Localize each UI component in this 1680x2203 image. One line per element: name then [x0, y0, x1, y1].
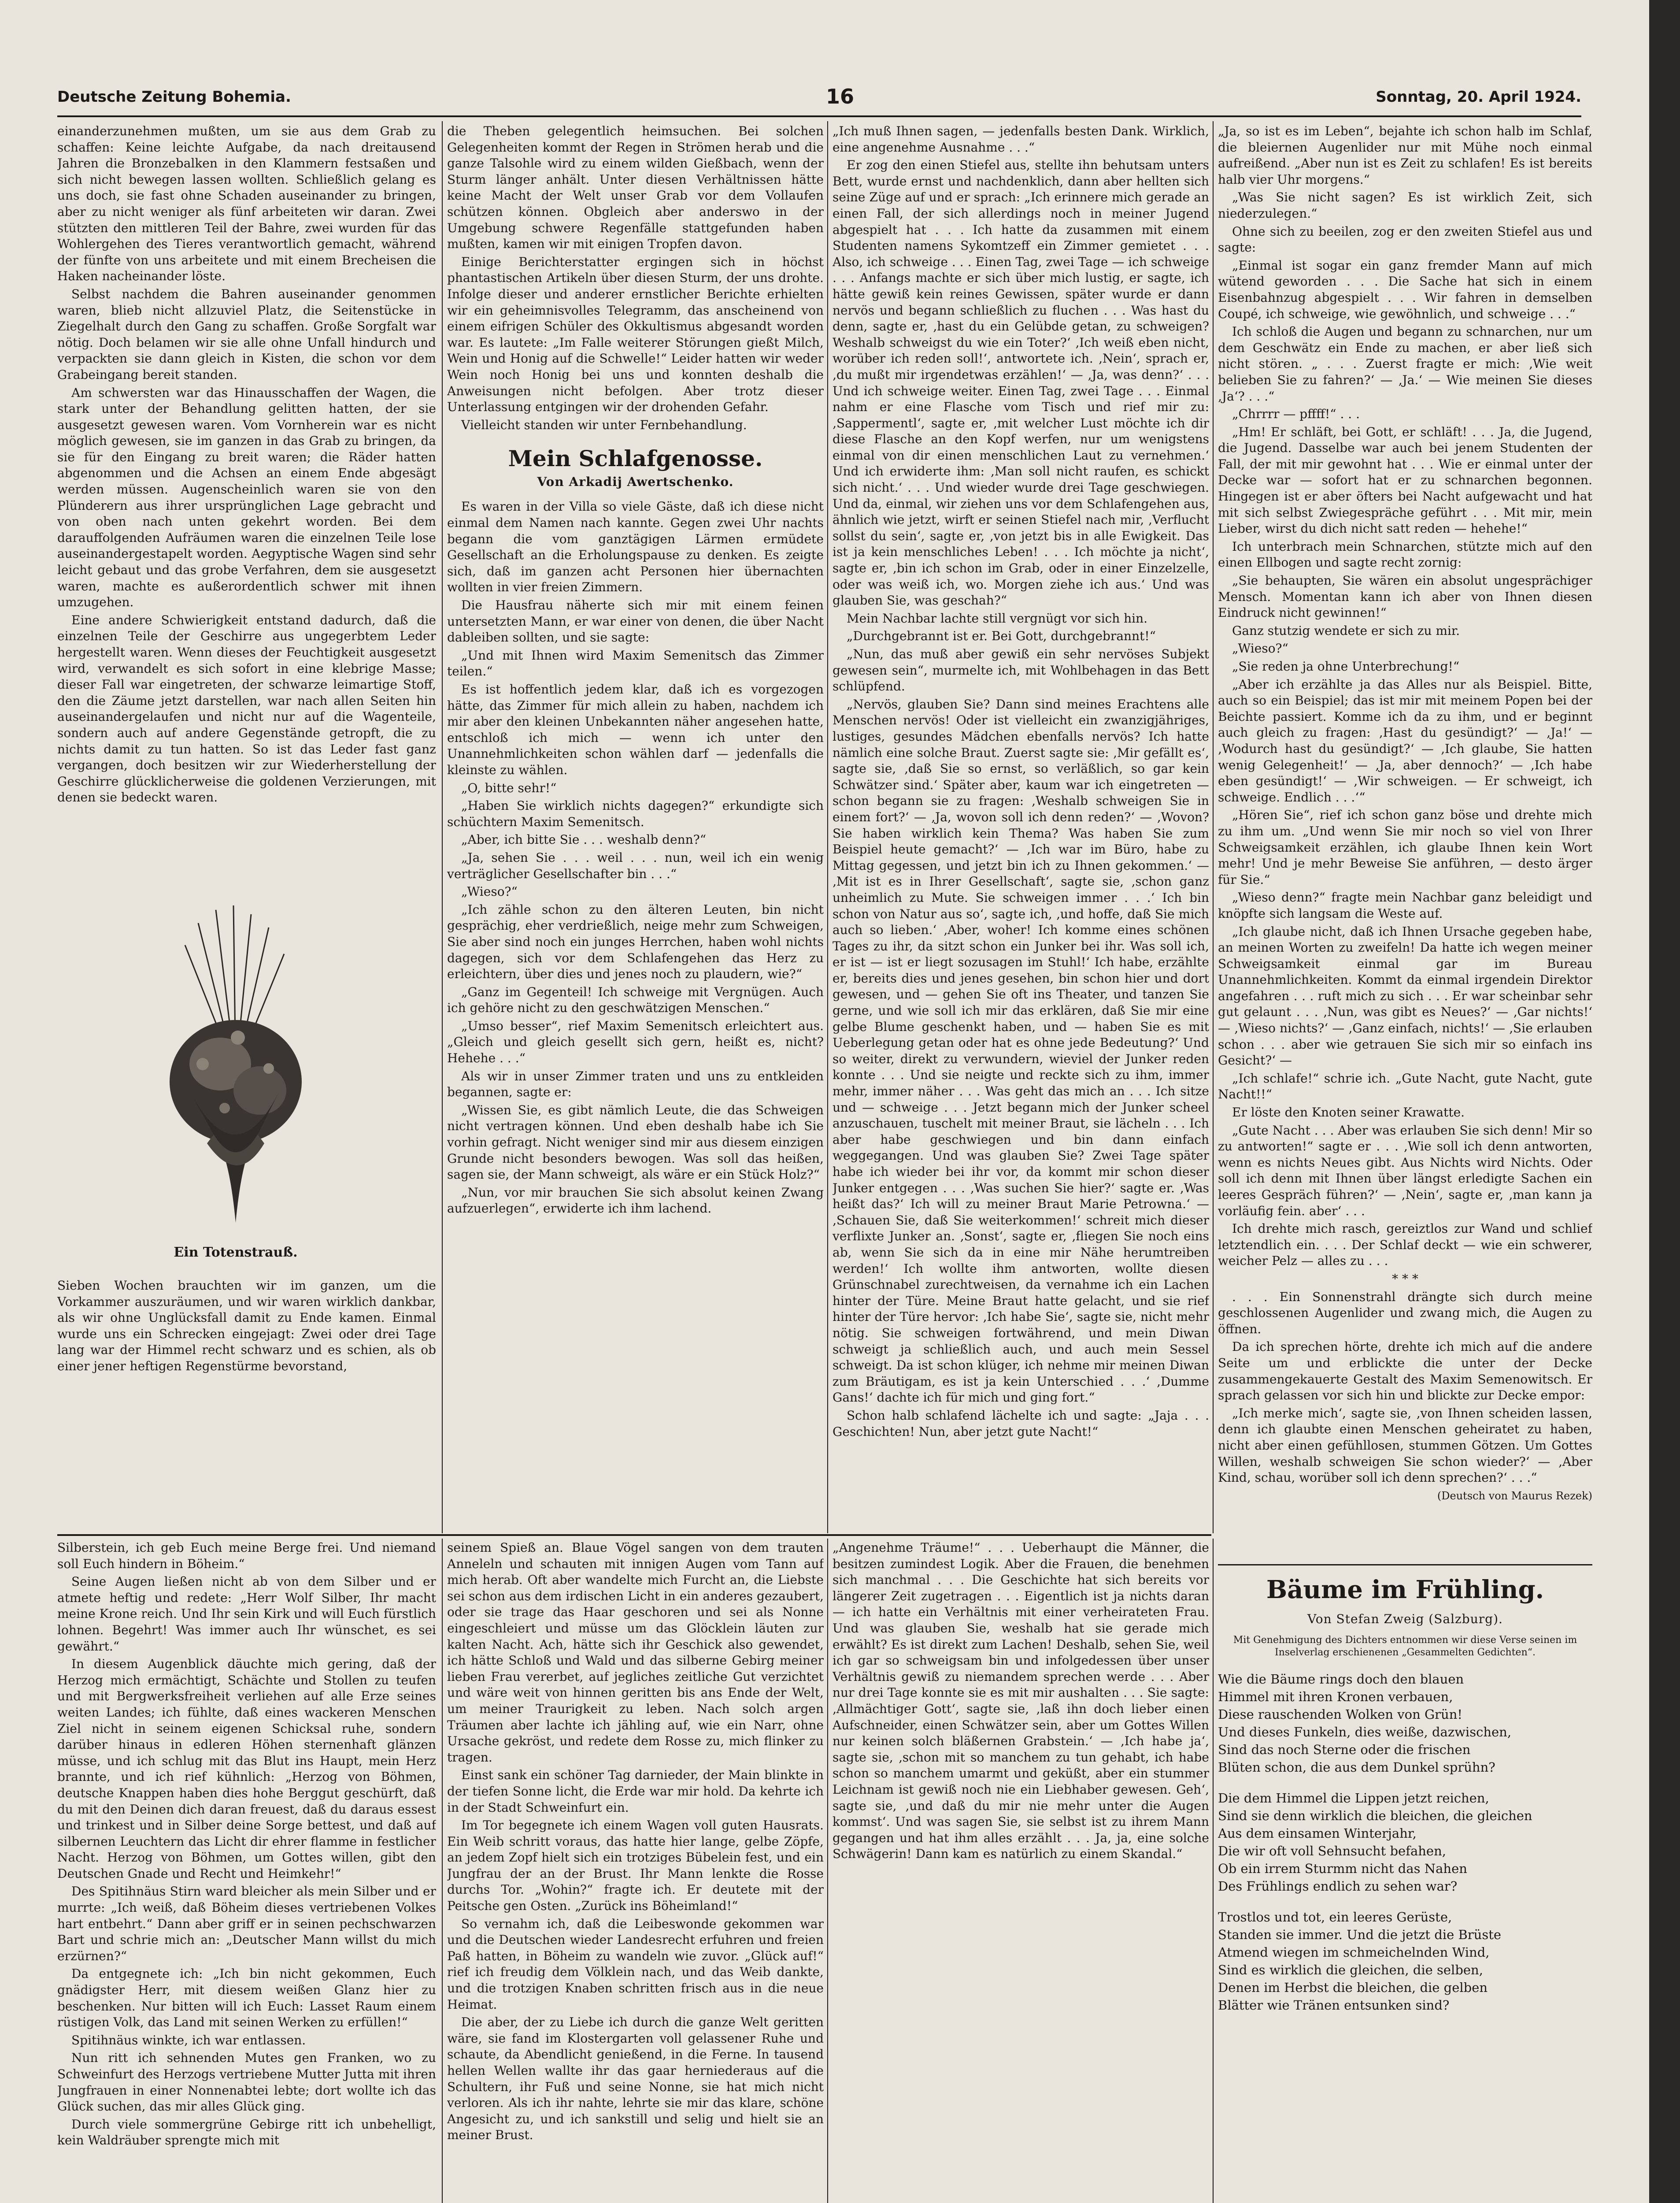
paragraph: Mein Nachbar lachte still vergnügt vor sich hin.: [847, 611, 1148, 626]
paragraph: In diesem Augenblick däuchte mich gering, daß der Herzog mich ermächtigt, Schächte und Stollen zu teufen und mit Bergwerksfreiheit verliehen auf alle Erze seines weiten Landes; ich fühlte, daß eines wackeren Menschen Ziel nicht in seinem eigenen Schicksal ruhe, sondern darüber hinaus in edleren Höhen sternenhaft glänzen müsse, und ich schlug mit das Blut ins Haupt, mein Herz brannte, und ich rief kühnlich: „Herzog von Böhmen, deutsche Knappen haben dies hohe Berggut geschürft, daß du mit den Deinen dich daran freuest, daß du daraus essest und trinkest und in Silber deine Sorge bettest, und daß auf silbernen Leuchtern das Licht dir ehrer flamme in festlicher Nacht. Herzog von Böhmen, um Gottes willen, gibt den Deutschen Gnade und Recht und Heimkehr!“: [57, 1657, 436, 1881]
paragraph: „Aber ich erzählte ja das Alles nur als Beispiel. Bitte, auch so ein Beispiel; das ist mir mit meinem Popen bei der Beichte passiert. Komme ich da zu ihm, und er beginnt auch gleich zu fragen: ‚Hast du gesündigt?‘ — ‚Ja!‘ — ‚Wodurch hast du gesündigt?‘ — ‚Ich glaube, Sie hatten wenig Gelegenheit!‘ — ‚Ja, aber dennoch?‘ — ‚Ich habe eben gesündigt!‘ — ‚Wir schweigen. — Er schweigt, ich schweige. Endlich . . .‘“: [1218, 677, 1592, 805]
column-rule: [827, 121, 828, 1533]
paragraph: „Ja, sehen Sie . . . weil . . . nun, weil ich ein wenig verträglicher Gesellschafter bin . . .“: [447, 850, 824, 881]
funeral-bouquet-illustration: [132, 905, 339, 1240]
header-rule: [57, 115, 1581, 117]
paragraph: „Wissen Sie, es gibt nämlich Leute, die das Schweigen nicht vertragen können. Und eben deshalb habe ich Sie vorhin gefragt. Nicht weniger sind mir aus diesem einzigen Grunde nicht besonders bewogen. Was soll das heißen, sagen sie, der Mann schweigt, als wäre er ein Stück Holz?“: [447, 1102, 824, 1182]
paragraph: Die aber, der zu Liebe ich durch die ganze Welt geritten wäre, sie fand im Klostergarten voll gelassener Ruhe und schaute, da Abendlicht genießend, in die Ferne. In tausend hellen Wellen wallte ihr das gaar herniederaus auf die Schultern, ihr Fuß und seine Nonne, sie hat mich nicht verloren. Als ich ihr nahte, lehrte sie mir das klare, schöne Angesicht zu, und ich sankstill und selig und hielt sie an meiner Brust.: [447, 2015, 824, 2143]
paragraph: „Nun, vor mir brauchen Sie sich absolut keinen Zwang aufzuerlegen“, erwiderte ich ihm lachend.: [447, 1185, 824, 1216]
paragraph: Er zog den einen Stiefel aus, stellte ihn behutsam unters Bett, wurde ernst und nachdenklich, dann aber hellten sich seine Züge auf und er sprach: „Ich erinnere mich gerade an einen Fall, der sich allerdings noch in meiner Jugend abgespielt hat . . . Ich hatte da zusammen mit einem Studenten namens Sykomtzeff ein Zimmer gemietet . . . Also, ich schweige . . . Einen Tag, zwei Tage — ich schweige . . . Anfangs machte er sich über mich lustig, er sagte, ich hätte gewiß kein reines Gewissen, später wurde er dann nervös und begann schließlich zu fluchen . . . Was hast du denn, sagte er, ‚hast du ein Gelübde getan, zu schweigen? Weshalb schweigst du wie ein Toter?‘ ‚Ich weiß eben nicht, worüber ich reden soll!‘, antwortete ich. ‚Nein‘, sprach er, ‚du mußt mir irgendetwas erzählen!‘ — ‚Ja, was denn?‘ . . . Und ich schweige weiter. Einen Tag, zwei Tage . . . Einmal nahm er eine Flasche vom Tisch und rief mir zu: ‚Sappermentl‘, sagte er, ‚mit welcher Lust möchte ich dir diese Flasche an den Kopf werfen, nur um wenigstens einmal von dir einen menschlichen Laut zu vernehmen.‘ Und ich erwiderte ihm: ‚Man soll nicht raufen, es schickt sich nicht.‘ . . . Und wieder wurde drei Tage geschwiegen. Und da, einmal, wir ziehen uns vor dem Schlafengehen aus, ähnlich wie jetzt, wirft er seinen Stiefel nach mir, ‚Verflucht sollst du sein‘, sagte er, ‚von jetzt bis in alle Ewigkeit. Das ist ja kein menschliches Leben! . . . Ich möchte ja nicht‘, sagte er, ‚bin ich schon im Grab, oder in einer Einzelzelle, oder was weiß ich, wo. Morgen ziehe ich aus.‘ Und was glauben Sie, was geschah?“: [833, 158, 1209, 608]
column-rule: [1213, 121, 1214, 1533]
column-rule: [1213, 1539, 1214, 2203]
column-2-bottom: [447, 1540, 824, 2203]
paragraph: seinem Spieß an. Blaue Vögel sangen von dem trauten Anneleln und schauten mit innigen Augen vom Tann auf mich herab. Oft aber wandelte mich Furcht an, die Liebste sei schon aus dem irdischen Licht in ein anderes gezaubert, oder sie trage das Haar geschoren und sei als Nonne eingeschleiert und müsse um das Glöcklein läuten zur kalten Nacht. Ach, hätte sich ihr Geschick also gewendet, ich hätte Schloß und Wald und das silberne Gebirg meiner lieben Frau vererbet, auf jegliches zeitliche Gut verzichtet und wäre weit von hinnen geritten bis ans Ende der Welt, um meiner Traurigkeit zu leben. Nach solch argen Träumen aber lachte ich jähling auf, wie ein Narr, ohne Ursache gekröst, und redete dem Rosse zu, mich flinker zu tragen.: [447, 1540, 824, 1765]
paragraph: „Sie reden ja ohne Unterbrechung!“: [1232, 659, 1460, 674]
issue-date: Sonntag, 20. April 1924.: [1376, 88, 1581, 106]
paragraph: Die Hausfrau näherte sich mir mit einem feinen untersetzten Mann, er war einer von denen, die über Nacht dableiben sollten, und sie sagte:: [447, 598, 824, 645]
paragraph: „Haben Sie wirklich nichts dagegen?“ erkundigte sich schüchtern Maxim Semenitsch.: [447, 798, 824, 829]
poem-body: [1218, 1670, 1592, 2014]
paragraph: „Ich merke mich‘, sagte sie, ‚von Ihnen scheiden lassen, denn ich glaubte einen Menschen geheiratet zu haben, nicht aber einen gefühllosen, stummen Götzen. Um Gottes Willen, weshalb schweigen Sie schon wieder?‘ — ‚Aber Kind, schau, worüber soll ich denn sprechen?‘ . . .“: [1218, 1406, 1592, 1485]
paragraph: Es ist hoffentlich jedem klar, daß ich es vorgezogen hätte, das Zimmer für mich allein zu haben, nachdem ich mir aber den kleinen Unbekannten näher angesehen hatte, entschloß ich mich — wenn ich unter den Unannehmlichkeiten schon wählen darf — jedenfalls die kleinste zu wählen.: [447, 682, 824, 777]
paragraph: „Hm! Er schläft, bei Gott, er schläft! . . . Ja, die Jugend, die Jugend. Dasselbe war auch bei jenem Studenten der Fall, der mit mir gewohnt hat . . . Wie er einmal unter der Decke war — sofort hat er zu schnarchen begonnen. Hingegen ist er aber öfters bei Nacht aufgewacht und hat mit sich selbst Zwiegespräche geführt . . . Mit mir, mein Lieber, wirst du dich nicht satt reden — hehehe!“: [1218, 424, 1592, 536]
scan-edge: [1649, 0, 1680, 2203]
page-number: 16: [826, 85, 855, 108]
page-header: [57, 85, 1581, 115]
paragraph: „Ich muß Ihnen sagen, — jedenfalls besten Dank. Wirklich, eine angenehme Ausnahme . . .“: [833, 124, 1209, 155]
poem-line: Diese rauschenden Wolken von Grün!: [1218, 1707, 1463, 1722]
poem-line: Denen im Herbst die bleichen, die gelben: [1218, 1980, 1488, 1995]
column-3-bottom: [833, 1540, 1209, 2203]
section-divider: [57, 1534, 1211, 1536]
paragraph: Ganz stutzig wendete er sich zu mir.: [1232, 623, 1460, 638]
paragraph: Es waren in der Villa so viele Gäste, daß ich diese nicht einmal dem Namen nach kannte. Gegen zwei Uhr nachts begann die vom ganztägigen Lärmen ermüdete Gesellschaft an die Erholungspause zu denken. Es zeigte sich, daß im ganzen acht Personen hier übernachten wollten in vier freien Zimmern.: [447, 499, 824, 595]
paragraph: „Hören Sie“, rief ich schon ganz böse und drehte mich zu ihm um. „Und wenn Sie mir noch so viel von Ihrer Schweigsamkeit erzählen, ich glaube Ihnen kein Wort mehr! Und je mehr Beweise Sie anführen, — desto ärger für Sie.“: [1218, 808, 1592, 887]
paragraph: „Angenehme Träume!“ . . . Ueberhaupt die Männer, die besitzen zumindest Logik. Aber die Frauen, die benehmen sich manchmal . . . Die Geschichte hat sich bereits vor längerer Zeit zugetragen . . . Eigentlich ist ja nichts daran — ich hatte ein Verhältnis mit einer verheirateten Frau. Und was glauben Sie, weshalb hat sie gerade mich erwählt? Es ist direkt zum Lachen! Deshalb, sehen Sie, weil ich gar so schweigsam bin und infolgedessen über unser Verhältnis gewiß zu niemandem sprechen werde . . . Aber nur drei Tage konnte sie es mit mir aushalten . . . Sie sagte: ‚Allmächtiger Gott‘, sagte sie, ‚laß ihn doch lieber einen Aufschneider, einen Schwätzer sein, aber um Gottes Willen nur keinen solch bläßernen Grabstein.‘ — ‚Ich habe ja‘, sagte sie, ‚schon mit so manchem zu tun gehabt, ich habe schon so manchem umarmt und geküßt, aber ein stummer Leichnam ist gewiß noch nie ein Liebhaber gewesen. Geh‘, sagte sie, ‚und daß du mir nie mehr unter die Augen kommst‘. Und was sagen Sie, sie selbst ist zu ihrem Mann gegangen und hat ihm alles erzählt . . . Ja, ja, eine solche Schwägerin! Dann kam es natürlich zu einem Skandal.“: [833, 1540, 1209, 1862]
paragraph: „Wieso?“: [1232, 641, 1288, 656]
poem-line: Die wir oft voll Sehnsucht befahen,: [1218, 1843, 1446, 1859]
poem-line: Des Frühlings endlich zu sehen war?: [1218, 1879, 1458, 1894]
poem-line: Blüten schon, die aus dem Dunkel sprühn?: [1218, 1760, 1495, 1775]
paragraph: „O, bitte sehr!“: [461, 780, 557, 795]
poem-line: Himmel mit ihren Kronen verbauen,: [1218, 1689, 1453, 1705]
paragraph: „Ich glaube nicht, daß ich Ihnen Ursache gegeben habe, an meinen Worten zu zweifeln! Da hatte ich wegen meiner Schweigsamkeit einmal gar im Bureau Unannehmlichkeiten. Kommt da einmal irgendein Direktor angefahren . . . ruft mich zu sich . . . Er war scheinbar sehr gut gelaunt . . . ‚Nun, was gibt es Neues?‘ — ‚Gar nichts!‘ — ‚Wieso nichts?‘ — ‚Ganz einfach, nichts!‘ — ‚Sie erlauben schon . . . aber wie getrauen Sie sich mir so einfach ins Gesicht?‘ —: [1218, 924, 1592, 1068]
column-rule: [827, 1539, 828, 2203]
paragraph: Nun ritt ich sehnenden Mutes gen Franken, wo zu Schweinfurt des Herzogs vertriebene Mutter Jutta mit ihren Jungfrauen in einer Nonnenabtei lebte; dort wollte ich das Glück suchen, das mir alles Glück ging.: [57, 2051, 436, 2114]
paragraph: Er löste den Knoten seiner Krawatte.: [1232, 1105, 1465, 1120]
poem-title: Bäume im Frühling.: [1266, 1575, 1544, 1604]
column-1-top: [57, 123, 436, 890]
poem-line: Standen sie immer. Und die jetzt die Brüste: [1218, 1927, 1502, 1943]
paragraph: Ich drehte mich rasch, gereiztlos zur Wand und schlief letztendlich ein. . . . Der Schlaf deckt — wie ein schwerer, weicher Pelz — alles zu . . .: [1218, 1221, 1592, 1268]
paragraph: Selbst nachdem die Bahren auseinander genommen waren, blieb nicht allzuviel Platz, die Seitenstücke in Ziegelhalt durch den Gang zu schaffen. Große Sorgfalt war nötig. Doch belamen wir sie alle ohne Unfall hindurch und verpackten sie dann gleich in Kisten, die schon vor dem Grabeingang bereit standen.: [57, 286, 436, 382]
paragraph: „Nervös, glauben Sie? Dann sind meines Erachtens alle Menschen nervös! Oder ist vielleicht ein zwanzigjähriges, lustiges, gesundes Mädchen ebenfalls nervös? Ich hatte nämlich eine solche Braut. Zuerst sagte sie: ‚Mir gefällt es‘, sagte sie, ‚daß Sie so ernst, so verläßlich, so gar kein Schwätzer sind.‘ Später aber, kaum war ich eingetreten — schon begann sie zu fragen: ‚Weshalb schweigen Sie in einem fort?‘ — ‚Ja, wovon soll ich denn reden?‘ — ‚Wovon? Sie haben wirklich kein Thema? Was haben Sie zum Beispiel heute gemacht?‘ — ‚Ich war im Büro, habe zu Mittag gegessen, und jetzt bin ich zu Ihnen gekommen.‘ — ‚Mit ist es in Ihrer Gesellschaft‘, sagte sie, ‚schon ganz unheimlich zu Mute. Sie schweigen immer . . .‘ Ich bin schon von Natur aus so‘, sagte ich, ‚und hoffe, daß Sie mich auch so lieben.‘ ‚Aber, woher! Ich komme eines schönen Tages zu ihr, da sitzt schon ein Junker bei ihr. Was soll ich, er ist — ist er liegt sozusagen im Stuhl!‘ Ich habe, erzählte er, bereits dies und jenes gesehen, bin schon hier und dort gewesen, und — gehen Sie oft ins Theater, und tanzen Sie gerne, und wie soll ich mir das erklären, daß Sie mir eine gelbe Blume geschenkt haben, und — haben Sie es mit Ueberlegung getan oder hat es ohne jede Bedeutung?‘ Und so weiter, direkt zu verwundern, wieviel der Junker reden konnte . . . Und sie neigte und reckte sich zu ihm, immer mehr, immer näher . . . Was geht das mich an . . . Ich sitze und — schweige . . . Jetzt begann mich der Junker scheel anzuschauen, tuschelt mit meiner Braut, sie lächeln . . . Ich aber habe geschwiegen und bin dann einfach weggegangen. Und was glauben Sie? Zwei Tage später habe ich wieder bei ihr vor, da kommt mir schon dieser Junker entgegen . . . ‚Was suchen Sie hier?‘ sagte er. ‚Was heißt das?‘ Ich will zu meiner Braut Marie Petrowna.‘ — ‚Schauen Sie, daß Sie weiterkommen!‘ schreit mich dieser verflixte Junker an. ‚Sonst‘, sagte er, ‚fliegen Sie noch eins ab, wenn Sie sich da in eine mir Nähe herumtreiben werden!‘ Ich wollte ihm antworten, wollte diesen Grünschnabel zurechtweisen, da vernahme ich ein Lachen hinter der Türe. Meine Braut hatte gelacht, und sie rief hinter der Türe hervor: ‚Ich habe Sie‘, sagte sie, nicht mehr nötig. Sie schweigen fortwährend, und mein Diwan schweigt ja schließlich auch, und auch mein Sessel schweigt. Da ist schon klüger, ich nehme mir meinen Diwan zum Bräutigam, es ist ja kein Unterschied . . .‘ ‚Dumme Gans!‘ dachte ich für mich und ging fort.“: [833, 697, 1209, 1405]
poem-stanza: [1218, 1789, 1592, 1895]
illustration-caption: Ein Totenstrauß.: [174, 1245, 298, 1260]
paragraph: Ich unterbrach mein Schnarchen, stützte mich auf den einen Ellbogen und sagte recht zornig:: [1218, 539, 1592, 570]
column-rule: [442, 121, 443, 1533]
paper-title: Deutsche Zeitung Bohemia.: [57, 88, 291, 106]
paragraph: „Nun, das muß aber gewiß ein sehr nervöses Subjekt gewesen sein“, murmelte ich, mit Wohlbehagen in das Bett schlüpfend.: [833, 647, 1209, 694]
poem-line: Sind sie denn wirklich die bleichen, die gleichen: [1218, 1808, 1532, 1824]
paragraph: Des Spitihnäus Stirn ward bleicher als mein Silber und er murrte: „Ich weiß, daß Böheim dieses vertriebenen Volkes hart entbehrt.“ Dann aber griff er in seinen pechschwarzen Bart und schrie mich an: „Deutscher Mann willst du mich erzürnen?“: [57, 1884, 436, 1963]
poem-line: Sind das noch Sterne oder die frischen: [1218, 1742, 1471, 1758]
poem-line: Trostlos und tot, ein leeres Gerüste,: [1218, 1910, 1452, 1925]
paragraph: „Sie behaupten, Sie wären ein absolut ungesprächiger Mensch. Momentan kann ich aber von Ihnen diesen Eindruck nicht gewinnen!“: [1218, 573, 1592, 620]
poem-note: Mit Genehmigung des Dichters entnommen wir diese Verse seinen im Inselverlag erschienenen „Gesammelten Gedichten“.: [1233, 1635, 1577, 1658]
story-byline: Von Arkadij Awertschenko.: [537, 474, 734, 489]
paragraph: einanderzunehmen mußten, um sie aus dem Grab zu schaffen: Keine leichte Aufgabe, da nach dreitausend Jahren die Bronzebalken in den Klammern festsaßen und sich nicht bewegen lassen wollten. Schließlich gelang es uns doch, sie fast ohne Schaden auseinander zu bringen, aber zu nicht weniger als fünf arbeiteten wir daran. Zwei stützten den mittleren Teil der Bahre, zwei wurden für das Wohlergehen des Tieres verantwortlich gemacht, während der fünfte von uns arbeitete und mit einem Brecheisen die Haken nacheinander löste.: [57, 124, 436, 284]
paragraph: Ich schloß die Augen und begann zu schnarchen, nur um dem Geschwätz ein Ende zu machen, er aber ließ sich nicht stören. „ . . . Zuerst fragte er mich: ‚Wie weit belieben Sie zu fahren?‘ — ‚Ja.‘ — Wie meinen Sie dieses ‚Ja‘? . . .“: [1218, 324, 1592, 404]
column-1-top-cont: [57, 1278, 436, 1524]
paragraph: Seine Augen ließen nicht ab von dem Silber und er atmete heftig und redete: „Herr Wolf Silber, Ihr macht meine Krone reich. Und Ihr sein Kirk und will Euch fürstlich lohnen. Begehrt! Was immer auch Ihr wünschet, es sei gewährt.“: [57, 1574, 436, 1654]
paragraph: „Umso besser“, rief Maxim Semenitsch erleichtert aus. „Gleich und gleich gesellt sich gern, heißt es, nicht? Hehehe . . .“: [447, 1018, 824, 1066]
paragraph: Schon halb schlafend lächelte ich und sagte: „Jaja . . . Geschichten! Nun, aber jetzt gute Nacht!“: [833, 1408, 1209, 1439]
column-2-top: [447, 123, 824, 1529]
paragraph: „Einmal ist sogar ein ganz fremder Mann auf mich wütend geworden . . . Die Sache hat sich in einem Eisenbahnzug abgespielt . . . Wir fahren in demselben Coupé, ich schweige, wie gewöhnlich, und schweige . . .“: [1218, 258, 1592, 321]
bouquet-drawing: [132, 905, 339, 1240]
paragraph: „Durchgebrannt ist er. Bei Gott, durchgebrannt!“: [847, 629, 1156, 644]
paragraph: „Und mit Ihnen wird Maxim Semenitsch das Zimmer teilen.“: [447, 648, 824, 679]
paragraph: „Ich zähle schon zu den älteren Leuten, bin nicht gesprächig, eher verdrießlich, neige mehr zum Schweigen, Sie aber sind noch ein junges Herrchen, haben wohl nichts dagegen, sich vor dem Schlafengehen das Herz zu erleichtern, über dies und jenes noch zu plaudern, wie?“: [447, 902, 824, 982]
paragraph: „Wieso denn?“ fragte mein Nachbar ganz beleidigt und knöpfte sich langsam die Weste auf.: [1218, 890, 1592, 921]
poem-column: [1218, 1569, 1592, 2203]
poem-line: Die dem Himmel die Lippen jetzt reichen,: [1218, 1791, 1489, 1806]
paragraph: „Gute Nacht . . . Aber was erlauben Sie sich denn! Mir so zu antworten!“ sagte er . . . ‚Wie soll ich denn antworten, wenn es nichts Neues gibt. Aus Nichts wird Nichts. Oder soll ich denn mit Ihnen über längst erledigte Sachen ein leeres Gespräch führen?‘ — ‚Nein‘, sagte er, ‚man kann ja vorläufig fein. aber‘ . . .: [1218, 1123, 1592, 1218]
paragraph: „Was Sie nicht sagen? Es ist wirklich Zeit, sich niederzulegen.“: [1218, 190, 1592, 221]
column-rule: [442, 1539, 443, 2203]
poem-line: Wie die Bäume rings doch den blauen: [1218, 1672, 1464, 1687]
story-credit: (Deutsch von Maurus Rezek): [1437, 1489, 1592, 1502]
paragraph: Vielleicht standen wir unter Fernbehandlung.: [461, 417, 747, 432]
poem-line: Und dieses Funkeln, dies weiße, dazwischen,: [1218, 1725, 1512, 1740]
paragraph: Ohne sich zu beeilen, zog er den zweiten Stiefel aus und sagte:: [1218, 224, 1592, 255]
paragraph: „Ja, so ist es im Leben“, bejahte ich schon halb im Schlaf, die bleiernen Augenlider nur mit Mühe noch einmal aufreißend. „Aber nun ist es Zeit zu schlafen! Es ist bereits halb vier Uhr morgens.“: [1218, 124, 1592, 187]
paragraph: Einige Berichterstatter ergingen sich in höchst phantastischen Artikeln über diesen Sturm, der uns drohte. Infolge dieser und anderer ernstlicher Berichte erhielten wir ein geheimnisvolles Telegramm, das anscheinend von einem eifrigen Schüler des Okkultismus abgesandt worden war. Es lautete: „Im Falle weiterer Störungen gießt Milch, Wein und Honig auf die Schwelle!“ Leider hatten wir weder Wein noch Honig bei uns und konnten deshalb die Anweisungen nicht befolgen. Aber trotz dieser Unterlassung entgingen wir der drohenden Gefahr.: [447, 254, 824, 415]
paragraph: Durch viele sommergrüne Gebirge ritt ich unbehelligt, kein Waldräuber sprengte mich mit: [57, 2117, 436, 2148]
paragraph: Spitihnäus winkte, ich war entlassen.: [71, 2032, 306, 2047]
paragraph: Am schwersten war das Hinausschaffen der Wagen, die stark unter der Behandlung gelitten hatten, der sie ausgesetzt gewesen waren. Vom Vornherein war es nicht möglich gewesen, sie im ganzen in das Grab zu bringen, da sie für den Eingang zu breit waren; die Räder hatten abgenommen und die Achsen an einem Ende abgesägt werden müssen. Augenscheinlich waren sie von den Plünderern aus ihrer ursprünglichen Lage gebracht und von oben nach unten gekehrt worden. Bei dem darauffolgenden Aufräumen waren die einzelnen Teile lose auseinandergestapelt worden. Aegyptische Wagen sind sehr leicht gebaut und das grobe Verfahren, dem sie ausgesetzt waren, machte es außerordentlich schwer mit ihnen umzugehen.: [57, 385, 436, 610]
poem-byline: Von Stefan Zweig (Salzburg).: [1307, 1611, 1503, 1626]
paragraph: Silberstein, ich geb Euch meine Berge frei. Und niemand soll Euch hindern in Böheim.“: [57, 1540, 436, 1571]
paragraph: „Ganz im Gegenteil! Ich schweige mit Vergnügen. Auch ich gehöre nicht zu den geschwätzigen Menschen.“: [447, 984, 824, 1016]
column-1-bottom: [57, 1540, 436, 2203]
poem-line: Ob ein irrem Sturmm nicht das Nahen: [1218, 1861, 1467, 1877]
paragraph: „Wieso?“: [461, 884, 518, 899]
paragraph: . . . Ein Sonnenstrahl drängte sich durch meine geschlossenen Augenlider und zwang mich, die Augen zu öffnen.: [1218, 1289, 1592, 1336]
paragraph: Eine andere Schwierigkeit entstand dadurch, daß die einzelnen Teile der Geschirre aus ungegerbtem Leder hergestellt waren. Wenn dieses der Feuchtigkeit ausgesetzt wird, verwandelt es sich sofort in eine klebrige Masse; dieser Fall war eingetreten, der schwarze leimartige Stoff, den die Zäume jetzt darstellen, war nach allen Seiten hin auseinandergelaufen und nicht nur auf die Wagenteile, sondern auch auf andere Gegenstände getropft, die zu nichts damit zu tun hatten. So ist das Leder fast ganz vergangen, doch besitzen wir zur Wiederherstellung der Geschirre glücklicherweise die goldenen Verzierungen, mit denen sie bedeckt waren.: [57, 612, 436, 805]
paragraph: Als wir in unser Zimmer traten und uns zu entkleiden begannen, sagte er:: [447, 1068, 824, 1100]
paragraph: Da ich sprechen hörte, drehte ich mich auf die andere Seite um und erblickte die unter der Decke zusammengekauerte Gestalt des Maxim Semenowitsch. Er sprach gelassen vor sich hin und blickte zur Decke empor:: [1218, 1339, 1592, 1403]
story-title: Mein Schlafgenosse.: [508, 445, 763, 472]
paragraph: die Theben gelegentlich heimsuchen. Bei solchen Gelegenheiten kommt der Regen in Strömen herab und die ganze Talsohle wird zu einem wilden Gießbach, wenn der Sturm länger anhält. Unter diesen Verhältnissen hätte keine Macht der Welt unser Grab vor dem Vollaufen schützen können. Obgleich aber anderswo in der Umgebung schwere Regenfälle stattgefunden haben mußten, kamen wir mit einigen Tropfen davon.: [447, 124, 824, 252]
poem-stanza: [1218, 1670, 1592, 1776]
poem-line: Aus dem einsamen Winterjahr,: [1218, 1826, 1417, 1841]
poem-line: Blätter wie Tränen entsunken sind?: [1218, 1998, 1450, 2013]
paragraph: So vernahm ich, daß die Leibeswonde gekommen war und die Deutschen wieder Landesrecht erfuhren und freien Paß hatten, in Böheim zu wandeln wie zuvor. „Glück auf!“ rief ich freudig dem Völklein nach, und das Weib dankte, und die trotzigen Knaben schritten frisch aus in die neue Heimat.: [447, 1916, 824, 2012]
poem-line: Sind es wirklich die gleichen, die selben,: [1218, 1962, 1483, 1978]
poem-stanza: [1218, 1908, 1592, 2014]
column-3-top: [833, 123, 1209, 1529]
paragraph: „Chrrrr — pffff!“ . . .: [1232, 407, 1360, 422]
paragraph: Im Tor begegnete ich einem Wagen voll guten Hausrats. Ein Weib schritt voraus, das hatte hier lange, gelbe Zöpfe, an jedem Zopf hielt sich ein trotziges Bübelein fest, und ein Jungfrau der an der Brust. Ihr Mann lenkte die Rosse durchs Tor. „Wohin?“ fragte ich. Er deutete mit der Peitsche gen Osten. „Zurück ins Böheimland!“: [447, 1818, 824, 1914]
poem-line: Atmend wiegen im schmeichelnden Wind,: [1218, 1945, 1490, 1960]
section-break: * * *: [1392, 1271, 1418, 1286]
story-end-rule: [1218, 1564, 1592, 1565]
paragraph: „Aber, ich bitte Sie . . . weshalb denn?“: [461, 832, 707, 847]
paragraph: Einst sank ein schöner Tag darnieder, der Main blinkte in der tiefen Sonne licht, die Erde war mir hold. Da kehrte ich in der Stadt Schweinfurt ein.: [447, 1768, 824, 1815]
paragraph: Da entgegnete ich: „Ich bin nicht gekommen, Euch gnädigster Herr, mit diesem weißen Glanz hier zu beschenken. Nur bitten will ich Euch: Lasset Raum einem rüstigen Volk, das Land mit seinen Werken zu erfüllen!“: [57, 1966, 436, 2030]
column-4-top: [1218, 123, 1592, 1531]
paragraph: „Ich schlafe!“ schrie ich. „Gute Nacht, gute Nacht, gute Nacht!!“: [1218, 1071, 1592, 1102]
paragraph: Sieben Wochen brauchten wir im ganzen, um die Vorkammer auszuräumen, und wir waren wirklich dankbar, als wir ohne Unglücksfall damit zu Ende kamen. Einmal wurde uns ein Schrecken eingejagt: Zwei oder drei Tage lang war der Himmel recht schwarz und es schien, als ob einer jener heftigen Regenstürme bevorstand,: [57, 1278, 436, 1373]
